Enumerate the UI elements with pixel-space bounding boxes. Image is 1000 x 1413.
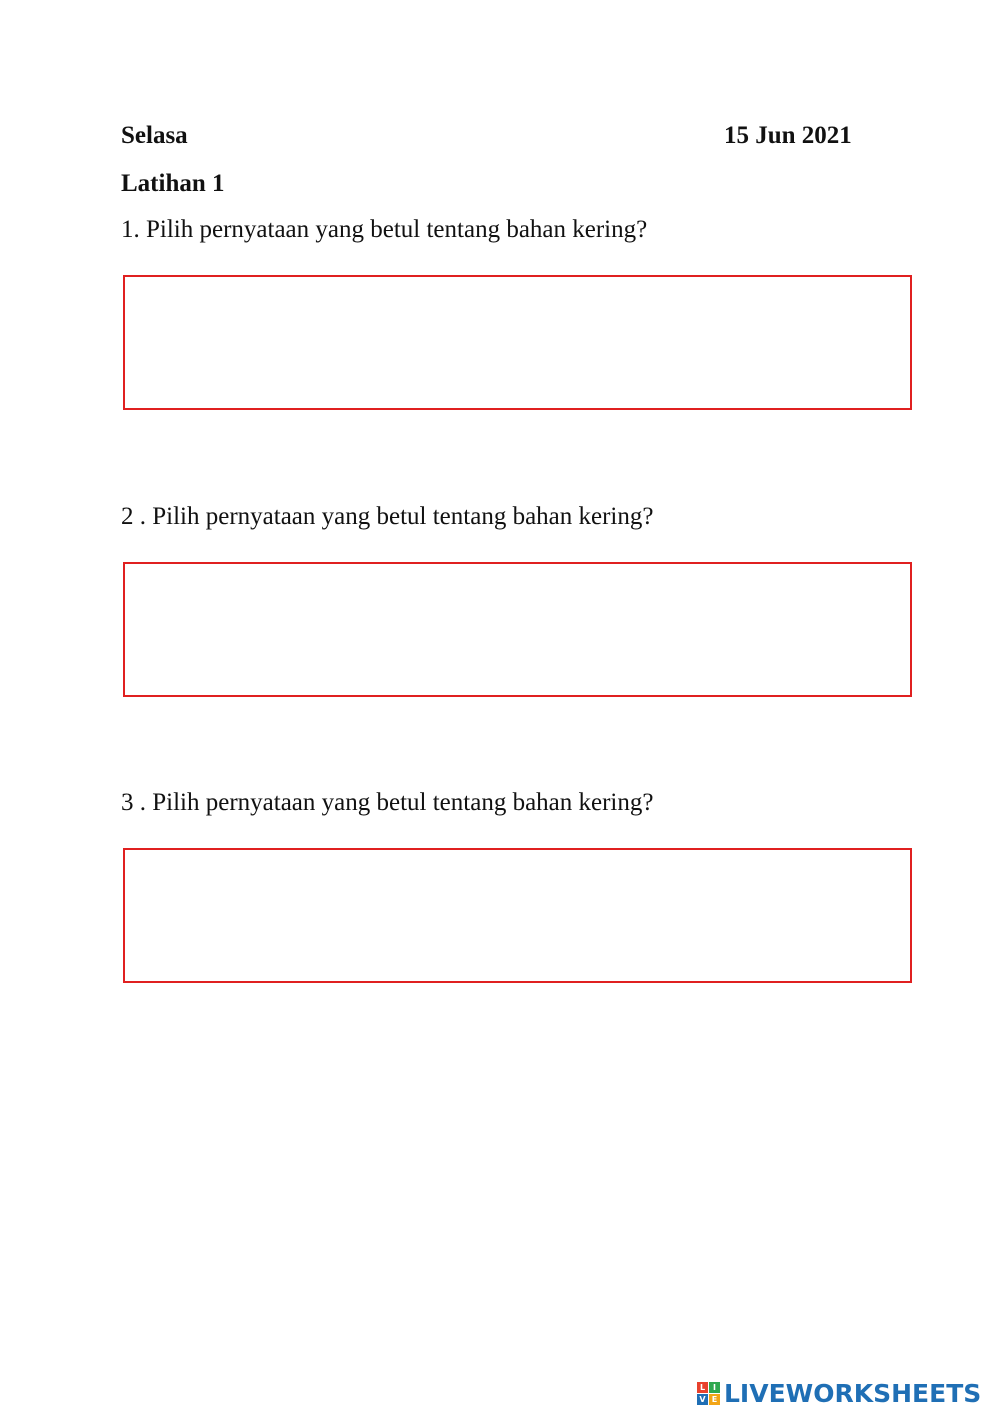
answer-box-3[interactable] [123,848,912,983]
answer-box-2[interactable] [123,562,912,697]
brand-name: LIVEWORKSHEETS [724,1378,982,1408]
logo-letter: I [709,1382,720,1393]
logo-letter: V [697,1394,708,1405]
question-2: 2 . Pilih pernyataan yang betul tentang bahan kering? [121,503,654,530]
question-1: 1. Pilih pernyataan yang betul tentang bahan kering? [121,216,648,243]
date-label: 15 Jun 2021 [724,122,852,149]
exercise-title: Latihan 1 [121,170,225,197]
logo-letter: E [709,1394,720,1405]
liveworksheets-brand [697,1377,981,1409]
answer-box-1[interactable] [123,275,912,410]
logo-letter: L [697,1382,708,1393]
liveworksheets-logo-icon [697,1382,720,1405]
day-label: Selasa [121,122,188,149]
question-3: 3 . Pilih pernyataan yang betul tentang bahan kering? [121,789,654,816]
